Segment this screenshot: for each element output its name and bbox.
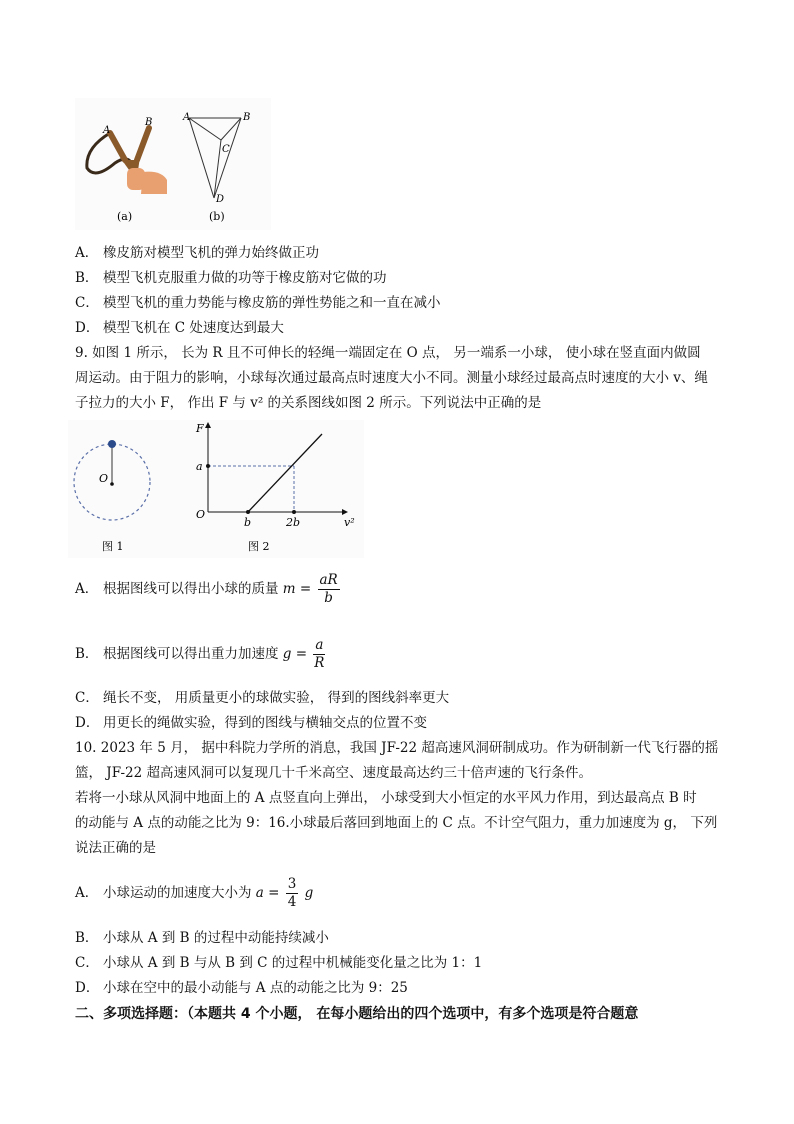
origin-O: O — [196, 508, 206, 521]
label-B2: B — [243, 112, 251, 123]
axis-v2: v² — [344, 516, 355, 529]
q9-stem-line3: 子拉力的大小 F， 作出 F 与 v² 的关系图线如图 2 所示。下列说法中正确的是 — [75, 395, 542, 411]
q9-option-c: C． 绳长不变， 用质量更小的球做实验， 得到的图线斜率更大 — [75, 690, 450, 706]
q10-option-a: A． 小球运动的加速度大小为 a = $\frac{3}{4}$ g — [75, 876, 314, 910]
q9-option-d: D． 用更长的绳做实验，得到的图线与横轴交点的位置不变 — [75, 715, 427, 731]
slingshot-diagram — [75, 98, 271, 230]
q10-option-d: D． 小球在空中的最小动能与 A 点的动能之比为 9：25 — [75, 980, 408, 996]
label-A2: A — [183, 112, 191, 123]
tick-a: a — [196, 460, 203, 473]
q9-stem-line2: 周运动。由于阻力的影响，小球每次通过最高点时速度大小不同。测量小球经过最高点时速度的大小 v、绳 — [75, 370, 708, 386]
q8-option-d: D． 模型飞机在 C 处速度达到最大 — [75, 320, 284, 336]
tick-2b: 2b — [286, 516, 301, 529]
q8-option-c: C． 模型飞机的重力势能与橡皮筋的弹性势能之和一直在减小 — [75, 295, 441, 311]
q9-stem-line1: 9. 如图 1 所示， 长为 R 且不可伸长的轻绳一端固定在 O 点， 另一端系一小球， 使小球在竖直面内做圆 — [75, 345, 701, 361]
fig1-caption: 图 1 — [102, 540, 124, 553]
fig1-O: O — [99, 472, 109, 485]
q10-stem-line4: 的动能与 A 点的动能之比为 9：16.小球最后落回到地面上的 C 点。不计空气阻力，重力加速度为 g， 下列 — [75, 815, 718, 831]
q10-option-c: C． 小球从 A 到 B 与从 B 到 C 的过程中机械能变化量之比为 1：1 — [75, 955, 483, 971]
q10-stem-line3: 若将一小球从风洞中地面上的 A 点竖直向上弹出， 小球受到大小恒定的水平风力作用，到达最高点 B 时 — [75, 790, 697, 806]
label-B: B — [145, 117, 153, 128]
q8-option-a: A． 橡皮筋对模型飞机的弹力始终做正功 — [75, 245, 319, 261]
label-C: C — [222, 144, 230, 155]
q10-option-b: B． 小球从 A 到 B 的过程中动能持续减小 — [75, 930, 329, 946]
q9-option-b: B． 根据图线可以得出重力加速度 g = $\frac{a}{R}$ — [75, 637, 325, 671]
label-A: A — [103, 125, 111, 136]
q9-option-a: A． 根据图线可以得出小球的质量 m = $\frac{aR}{b}$ — [75, 572, 338, 606]
q9-figure-svg — [68, 420, 364, 558]
q10-stem-line5: 说法正确的是 — [75, 840, 156, 856]
label-b: (b) — [209, 210, 225, 223]
label-a: (a) — [117, 210, 133, 223]
q9-figures — [68, 420, 364, 558]
figure-slingshot — [75, 98, 271, 230]
ball — [108, 440, 116, 448]
q8-option-b: B． 模型飞机克服重力做的功等于橡皮筋对它做的功 — [75, 270, 387, 286]
fv2-line — [248, 434, 322, 512]
q10-stem-line2: 篮， JF-22 超高速风洞可以复现几十千米高空、速度最高达约三十倍声速的飞行条件。 — [75, 765, 592, 781]
label-D: D — [216, 194, 225, 205]
section2-heading: 二、多项选择题：（本题共 4 个小题， 在每小题给出的四个选项中，有多个选项是符合题意 — [75, 1006, 639, 1022]
fig2-caption: 图 2 — [248, 540, 270, 553]
tick-b: b — [244, 516, 252, 529]
axis-F: F — [196, 422, 204, 435]
q10-stem-line1: 10. 2023 年 5 月， 据中科院力学所的消息，我国 JF-22 超高速风洞研制成功。作为研制新一代飞行器的摇 — [75, 740, 719, 756]
